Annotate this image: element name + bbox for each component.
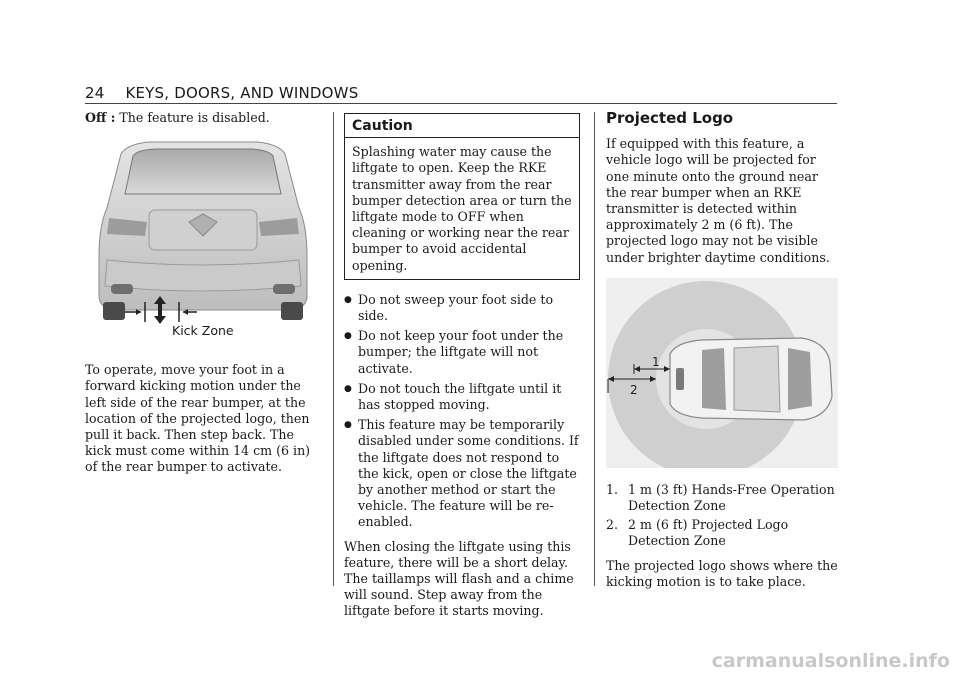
list-item: ● Do not keep your foot under the bumper; the liftgate will not activate. — [344, 328, 564, 376]
off-term: Off : — [85, 110, 116, 125]
rear-vehicle-image — [85, 136, 321, 354]
callout-2: 2 — [630, 382, 638, 397]
kick-zone-illustration — [85, 136, 321, 354]
bullet-icon: ● — [344, 420, 352, 431]
bullet-list — [344, 292, 580, 531]
caution-title: Caution — [345, 114, 579, 138]
column-divider-2 — [594, 112, 595, 586]
intro-paragraph: If equipped with this feature, a vehicle logo will be projected for one minute onto the ground near the rear bumper when an RKE transmitter is detected within approximately 2 m (6 ft). The projected logo may not be visible under brighter daytime conditions. — [606, 136, 830, 265]
column-divider-1 — [333, 112, 334, 586]
projected-logo-diagram — [606, 278, 838, 468]
section-title: KEYS, DOORS, AND WINDOWS — [125, 84, 359, 102]
watermark-text: carmanualsonline.info — [711, 650, 950, 672]
page-number: 24 — [85, 84, 105, 102]
closing-paragraph: The projected logo shows where the kicking motion is to take place. — [606, 557, 838, 589]
off-definition — [85, 110, 321, 126]
caution-text: Splashing water may cause the liftgate to open. Keep the RKE transmitter away from the rear bumper detection area or turn the liftgate mode to OFF when cleaning or working near the rear bumper to avoid accidental opening. — [352, 144, 572, 273]
list-item: 2. 2 m (6 ft) Projected Logo Detection Zone — [606, 517, 789, 549]
column-2 — [344, 110, 580, 630]
section-heading: Projected Logo — [606, 109, 734, 127]
caution-box — [344, 113, 580, 280]
bullet-icon: ● — [344, 331, 352, 342]
bullet-icon: ● — [344, 294, 352, 305]
column-3 — [606, 110, 840, 600]
page-header — [85, 84, 837, 102]
legend-list — [606, 482, 840, 550]
list-item: ● Do not touch the liftgate until it has stopped moving. — [344, 380, 562, 413]
operate-paragraph: To operate, move your foot in a forward kicking motion under the left side of the rear bumper, at the location of the projected logo, then pull it back. Then step back. The kick must come within 14 cm (6 in) of the rear bumper to activate. — [85, 362, 311, 475]
column-1 — [85, 110, 321, 486]
callout-1: 1 — [652, 354, 660, 369]
bullet-icon: ● — [344, 383, 352, 394]
header-rule — [85, 103, 837, 104]
list-item: ● Do not sweep your foot side to side. — [344, 291, 554, 324]
list-item: ● This feature may be temporarily disabled under some conditions. If the liftgate does not respond to the kick, open or close the liftgate by another method or start the vehicle. The feature will be re-enabled. — [344, 417, 579, 530]
off-text: The feature is disabled. — [119, 110, 270, 125]
closing-paragraph: When closing the liftgate using this feature, there will be a short delay. The taillamps will flash and a chime will sound. Step away from the liftgate before it starts moving. — [344, 538, 574, 619]
kick-zone-label: Kick Zone — [172, 323, 234, 339]
detection-zone-image — [606, 278, 838, 468]
list-item: 1. 1 m (3 ft) Hands-Free Operation Detection Zone — [606, 481, 835, 514]
